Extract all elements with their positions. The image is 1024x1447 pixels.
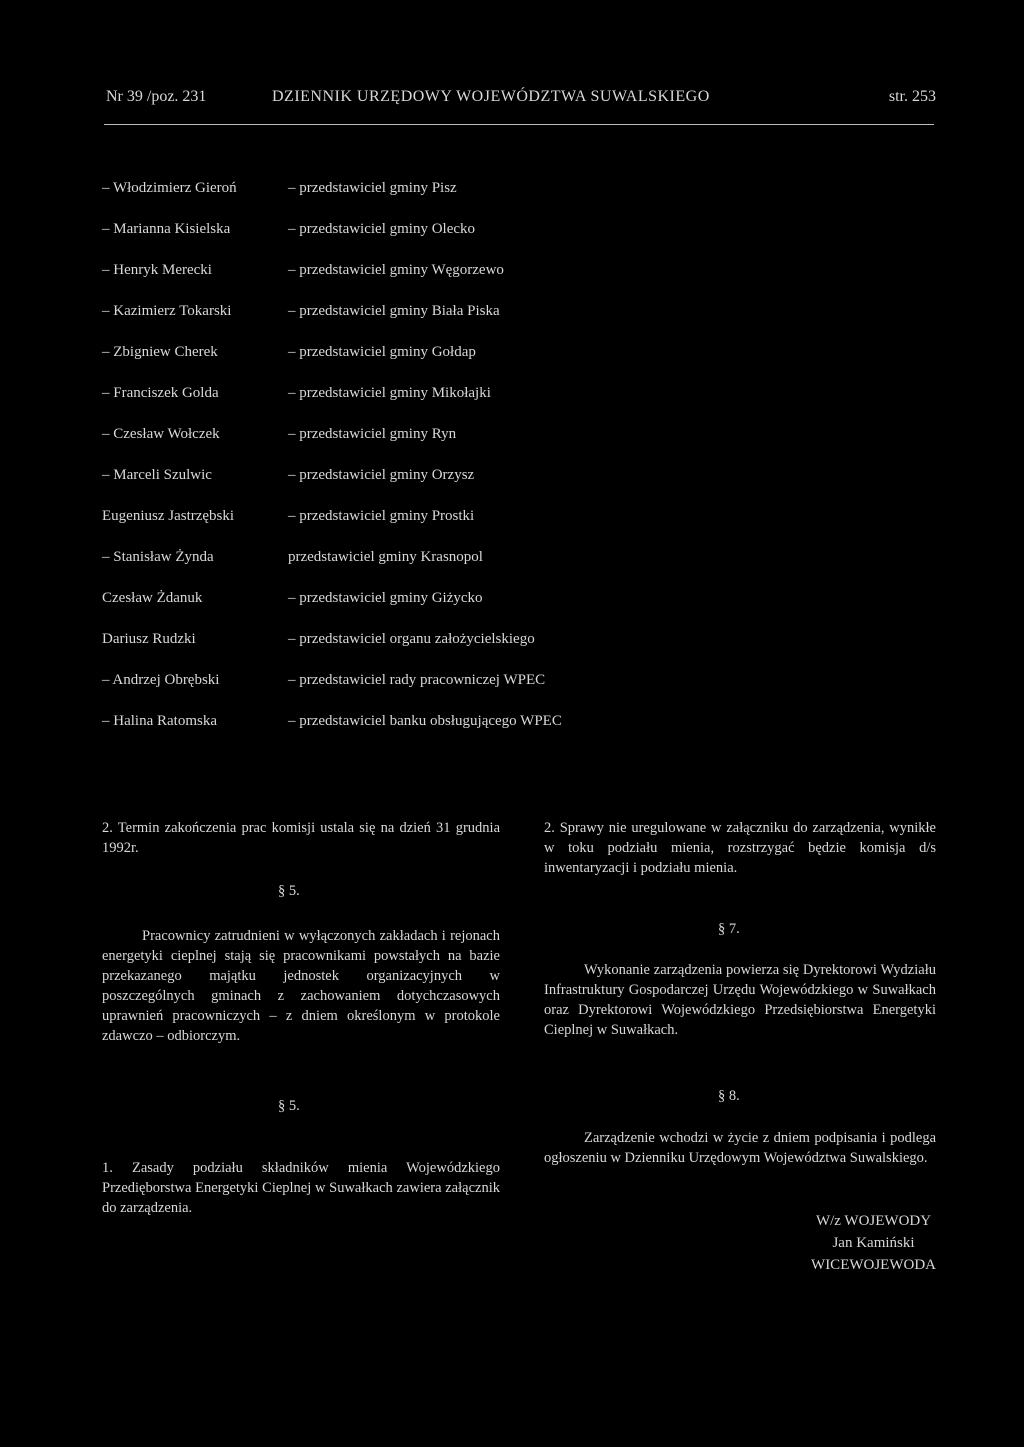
member-role: – przedstawiciel gminy Gołdap [288,344,476,360]
member-role: – przedstawiciel gminy Prostki [288,508,475,524]
section-heading: § 8. [718,1088,740,1104]
member-row [102,508,622,528]
journal-title: DZIENNIK URZĘDOWY WOJEWÓDZTWA SUWALSKIEGO [272,88,710,105]
member-role: – przedstawiciel gminy Węgorzewo [288,262,504,278]
paragraph-workers [102,926,500,1046]
member-name: – Stanisław Żynda [102,549,214,565]
member-role: – przedstawiciel organu założycielskiego [288,631,535,647]
member-name: – Czesław Wołczek [102,426,220,442]
member-role: – przedstawiciel gminy Ryn [288,426,457,442]
section-heading: § 5. [278,883,300,899]
member-name: Czesław Żdanuk [102,590,203,606]
member-name: – Kazimierz Tokarski [102,303,232,319]
signature-name: Jan Kamiński [832,1235,915,1251]
member-role: przedstawiciel gminy Krasnopol [288,549,483,565]
member-role: – przedstawiciel rady pracowniczej WPEC [288,672,546,688]
member-name: – Włodzimierz Gieroń [102,180,237,196]
paragraph-text: 2. Sprawy nie uregulowane w załączniku do zarządzenia, wynikłe w toku podziału mienia, rozstrzygać będzie komisja d/s inwentaryzacji i podziału mienia. [544,820,936,876]
member-name: – Henryk Merecki [102,262,212,278]
signature-title: WICEWOJEWODA [811,1257,936,1273]
header-divider [104,124,934,125]
signature-block [811,1210,936,1276]
member-row [102,590,622,610]
paragraph-term [102,818,500,858]
member-row [102,426,622,446]
member-name: – Franciszek Golda [102,385,219,401]
paragraph-division-rules [102,1158,500,1218]
member-role: – przedstawiciel gminy Biała Piska [288,303,500,319]
member-name: – Halina Ratomska [102,713,217,729]
member-name: – Zbigniew Cherek [102,344,218,360]
issue-number: Nr 39 /poz. 231 [106,88,207,105]
paragraph-text: Zarządzenie wchodzi w życie z dniem podpisania i podlega ogłoszeniu w Dzienniku Urzędowym Województwa Suwalskiego. [544,1130,936,1166]
page-number: str. 253 [888,88,936,105]
member-row [102,303,622,323]
member-role: – przedstawiciel gminy Mikołajki [288,385,491,401]
section-heading: § 5. [278,1098,300,1114]
paragraph-text: Wykonanie zarządzenia powierza się Dyrektorowi Wydziału Infrastruktury Gospodarczej Urzędu Wojewódzkiego w Suwałkach oraz Dyrektorowi Wojewódzkiego Przedsiębiorstwa Energetyki Cieplnej w Suwałkach. [544,962,936,1038]
member-row [102,344,622,364]
member-role: – przedstawiciel gminy Orzysz [288,467,475,483]
member-row [102,549,622,569]
member-row [102,713,622,733]
member-role: – przedstawiciel gminy Pisz [288,180,457,196]
member-role: – przedstawiciel gminy Olecko [288,221,476,237]
member-row [102,221,622,241]
paragraph-text: 1. Zasady podziału składników mienia Wojewódzkiego Przedięborstwa Energetyki Cieplnej w Suwałkach zawiera załącznik do zarządzenia. [102,1160,500,1216]
member-row [102,385,622,405]
member-row [102,467,622,487]
paragraph-unresolved-matters [544,818,936,878]
member-name: Eugeniusz Jastrzębski [102,508,235,524]
signature-line: W/z WOJEWODY [815,1213,932,1229]
member-name: Dariusz Rudzki [102,631,196,647]
paragraph-entry-into-force [544,1128,936,1168]
section-heading: § 7. [718,921,740,937]
member-name: – Marceli Szulwic [102,467,212,483]
member-row [102,672,622,692]
member-row [102,262,622,282]
member-name: – Marianna Kisielska [102,221,231,237]
paragraph-execution [544,960,936,1040]
paragraph-text: Pracownicy zatrudnieni w wyłączonych zakładach i rejonach energetyki cieplnej stają się pracownikami powstałych na bazie przekazanego majątku jednostek organizacyjnych w poszczególnych gminach z zachowaniem dotychczasowych uprawnień pracowniczych – z dniem określonym w protokole zdawczo – odbiorczym. [102,928,500,1044]
page-header [106,88,936,112]
member-row [102,631,622,651]
member-row [102,180,622,200]
member-role: – przedstawiciel banku obsługującego WPEC [288,713,562,729]
paragraph-text: 2. Termin zakończenia prac komisji ustala się na dzień 31 grudnia 1992r. [102,820,500,856]
member-name: – Andrzej Obrębski [102,672,220,688]
member-role: – przedstawiciel gminy Giżycko [288,590,483,606]
